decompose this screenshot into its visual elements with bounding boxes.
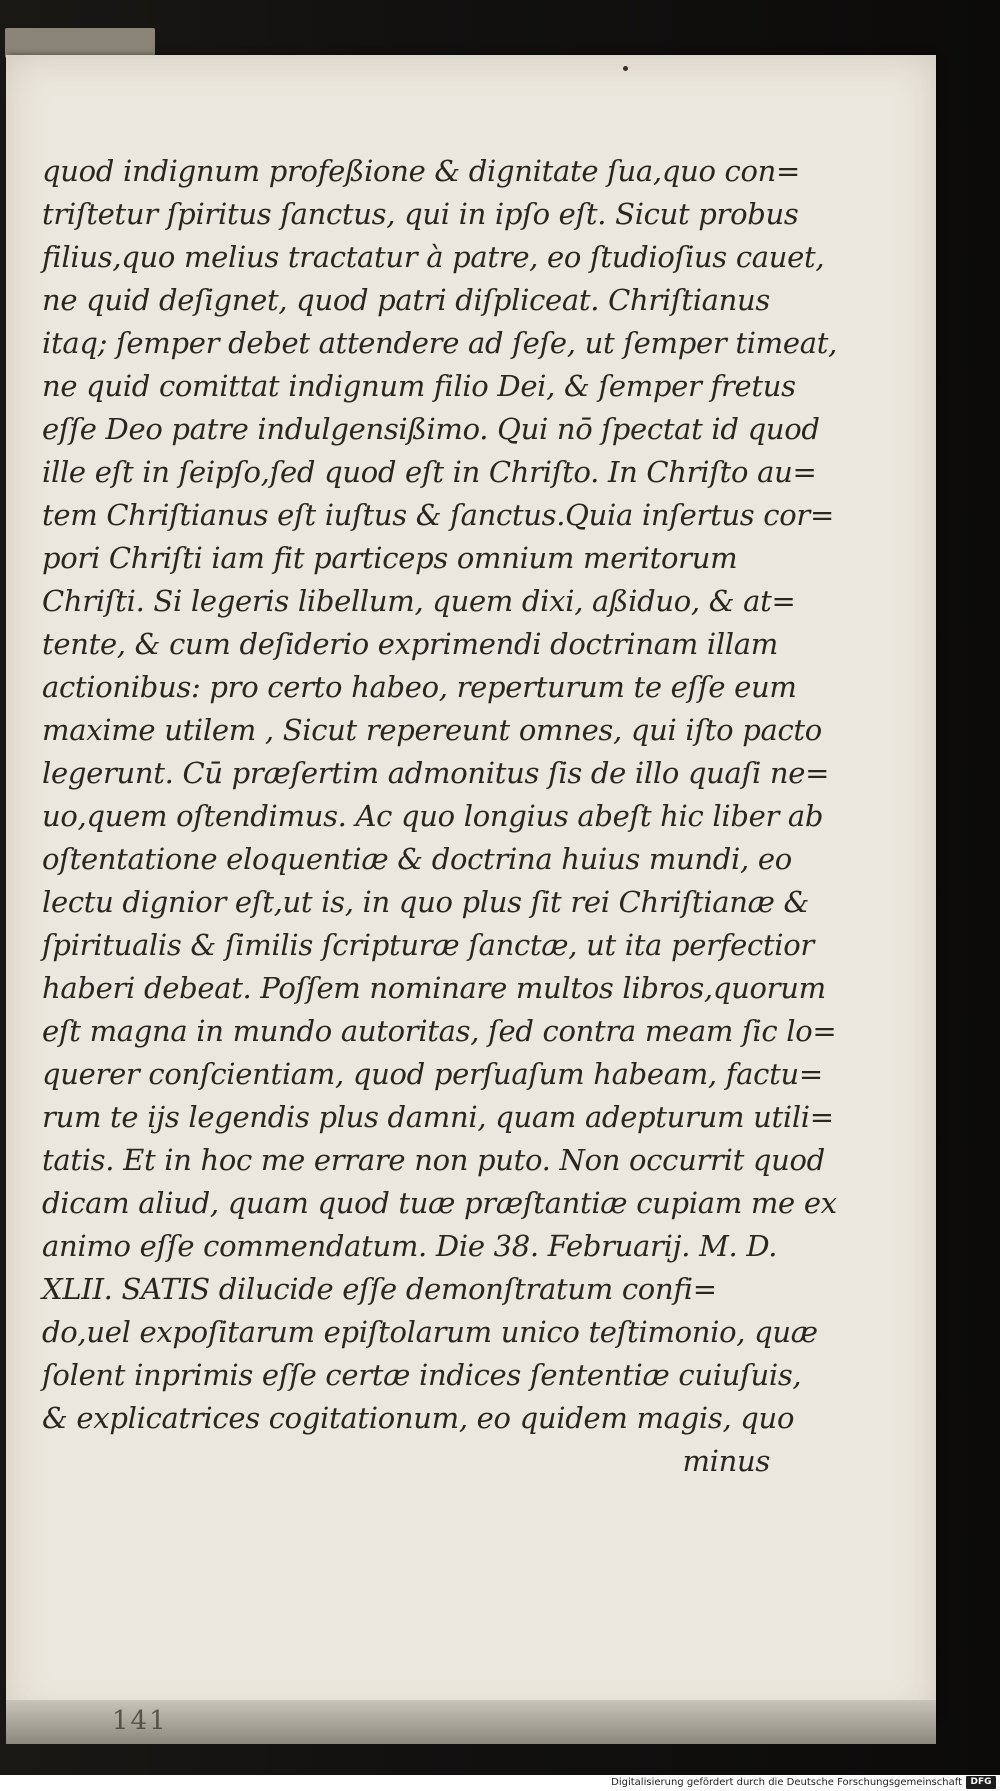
page-edge [5,28,155,58]
text-line: eſſe Deo patre indulgensißimo. Qui nō ſpectat id quod [42,412,820,446]
catchword: minus [682,1444,770,1478]
text-line: actionibus: pro certo habeo, reperturum te eſſe eum [42,670,797,704]
dfg-logo-icon: DFG [966,1776,996,1789]
text-line: maxime utilem , Sicut repereunt omnes, qui iſto pacto [42,713,822,747]
text-line: tem Chriſtianus eſt iuſtus & ſanctus.Quia inſertus cor= [42,498,834,532]
text-line: pori Chriſti iam fit particeps omnium meritorum [42,541,738,575]
text-line: itaq; ſemper debet attendere ad ſeſe, ut ſemper timeat, [42,326,838,360]
text-line: lectu dignior eſt,ut is, in quo plus ſit rei Chriſtianæ & [42,885,809,919]
text-line: ſolent inprimis eſſe certæ indices ſententiæ cuiuſuis, [42,1358,802,1392]
text-line: ne quid deſignet, quod patri diſpliceat. Chriſtianus [42,283,770,317]
text-line: XLII. SATIS dilucide eſſe demonſtratum confi= [42,1272,717,1306]
funding-credit: Digitalisierung gefördert durch die Deutsche Forschungsgemeinschaft [611,1777,962,1788]
text-line: ille eſt in ſeipſo,ſed quod eſt in Chriſto. In Chriſto au= [42,455,817,489]
text-line: quod indignum profeßione & dignitate ſua,quo con= [42,154,801,188]
text-line: rum te ijs legendis plus damni, quam adepturum utili= [42,1100,834,1134]
text-line: & explicatrices cogitationum, eo quidem magis, quo [42,1401,795,1435]
text-line: ne quid comittat indignum filio Dei, & ſemper fretus [42,369,796,403]
text-line: tatis. Et in hoc me errare non puto. Non occurrit quod [42,1143,825,1177]
text-line: animo eſſe commendatum. Die 38. Februarij. M. D. [42,1229,778,1263]
text-line: ſpiritualis & ſimilis ſcripturæ ſanctæ, ut ita perfectior [42,928,814,962]
text-line: haberi debeat. Poſſem nominare multos libros,quorum [42,971,826,1005]
text-line: triſtetur ſpiritus ſanctus, qui in ipſo eſt. Sicut probus [42,197,799,231]
text-line: legerunt. Cū præſertim admonitus ſis de illo quaſi ne= [42,756,830,790]
text-line: eſt magna in mundo autoritas, ſed contra meam ſic lo= [42,1014,837,1048]
text-line: dicam aliud, quam quod tuæ præſtantiæ cupiam me ex [42,1186,837,1220]
page-text [42,150,838,1483]
text-line: oſtentatione eloquentiæ & doctrina huius mundi, eo [42,842,792,876]
ink-speck [623,66,628,71]
text-line: tente, & cum deſiderio exprimendi doctrinam illam [42,627,778,661]
text-line: Chriſti. Si legeris libellum, quem dixi, aßiduo, & at= [42,584,796,618]
text-line: uo,quem oſtendimus. Ac quo longius abeſt hic liber ab [42,799,824,833]
page-number: 141 [112,1706,168,1736]
text-line: do,uel expoſitarum epiſtolarum unico teſtimonio, quæ [42,1315,818,1349]
text-line: querer conſcientiam, quod perſuaſum habeam, factu= [42,1057,823,1091]
text-line: filius,quo melius tractatur à patre, eo ſtudioſius cauet, [42,240,825,274]
